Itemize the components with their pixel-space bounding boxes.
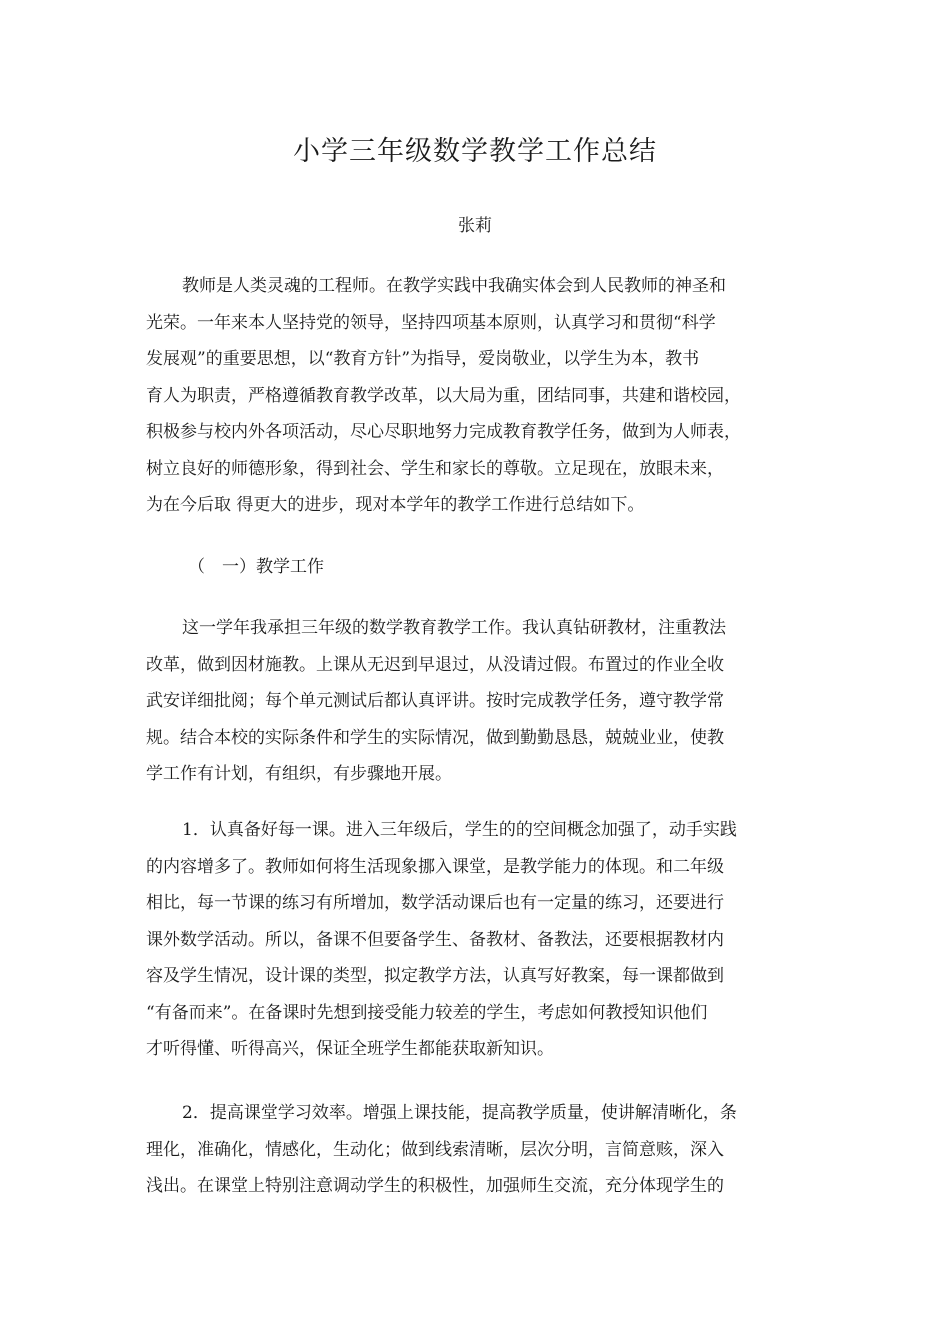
paragraph-line: 学工作有计划，有组织，有步骤地开展。 bbox=[146, 764, 452, 784]
paragraph-line: 容及学生情况，设计课的类型，拟定教学方法，认真写好教案，每一课都做到 bbox=[146, 966, 724, 986]
document-title: 小学三年级数学教学工作总结 bbox=[293, 136, 657, 167]
paragraph-item-1 bbox=[146, 812, 822, 1068]
paragraph-line: 武安详细批阅；每个单元测试后都认真评讲。按时完成教学任务，遵守教学常 bbox=[146, 691, 724, 711]
paragraph-item-2 bbox=[146, 1095, 822, 1205]
paragraph-line: 这一学年我承担三年级的数学教育教学工作。我认真钻研教材，注重教法 bbox=[182, 618, 726, 638]
paragraph-line: 育人为职责，严格遵循教育教学改革，以大局为重，团结同事，共建和谐校园， bbox=[146, 385, 741, 406]
paragraph-line: 改革，做到因材施教。上课从无迟到早退过，从没请过假。布置过的作业全收 bbox=[146, 654, 724, 675]
paragraph-line: 积极参与校内外各项活动，尽心尽职地努力完成教育教学任务，做到为人师表， bbox=[146, 422, 741, 442]
paragraph-line: “有备而来”。在备课时先想到接受能力较差的学生，考虑如何教授知识他们 bbox=[146, 1002, 708, 1023]
paragraph-line: 教师是人类灵魂的工程师。在教学实践中我确实体会到人民教师的神圣和 bbox=[182, 276, 726, 296]
paragraph-line: 规。结合本校的实际条件和学生的实际情况，做到勤勤恳恳，兢兢业业，使教 bbox=[146, 727, 724, 748]
paragraph-line: 的内容增多了。教师如何将生活现象挪入课堂，是教学能力的体现。和二年级 bbox=[146, 856, 724, 877]
paragraph-line: 2．提高课堂学习效率。增强上课技能，提高教学质量，使讲解清晰化，条 bbox=[182, 1103, 737, 1123]
paragraph-line: 理化，准确化，情感化，生动化；做到线索清晰，层次分明，言简意赅，深入 bbox=[146, 1139, 724, 1160]
paragraph-intro bbox=[146, 268, 822, 524]
paragraph-line: 浅出。在课堂上特别注意调动学生的积极性，加强师生交流，充分体现学生的 bbox=[146, 1176, 724, 1196]
paragraph-line: 课外数学活动。所以，备课不但要备学生、备教材、备教法，还要根据教材内 bbox=[146, 929, 724, 950]
paragraph-line: 1．认真备好每一课。进入三年级后，学生的的空间概念加强了，动手实践 bbox=[182, 820, 737, 840]
paragraph-line: 相比，每一节课的练习有所增加，数学活动课后也有一定量的练习，还要进行 bbox=[146, 893, 724, 913]
paragraph-line: 为在今后取 得更大的进步，现对本学年的教学工作进行总结如下。 bbox=[146, 495, 645, 515]
paragraph-line: 树立良好的师德形象，得到社会、学生和家长的尊敬。立足现在，放眼未来， bbox=[146, 458, 724, 479]
paragraph-line: 才听得懂、听得高兴，保证全班学生都能获取新知识。 bbox=[146, 1039, 554, 1059]
paragraph-line: 光荣。一年来本人坚持党的领导，坚持四项基本原则，认真学习和贯彻“科学 bbox=[146, 312, 716, 333]
paragraph-line: 发展观”的重要思想，以“教育方针”为指导，爱岗敬业，以学生为本，教书 bbox=[146, 349, 700, 369]
author-name: 张莉 bbox=[458, 216, 492, 236]
section-heading: （ 一）教学工作 bbox=[188, 557, 324, 577]
paragraph-teaching bbox=[146, 610, 822, 793]
